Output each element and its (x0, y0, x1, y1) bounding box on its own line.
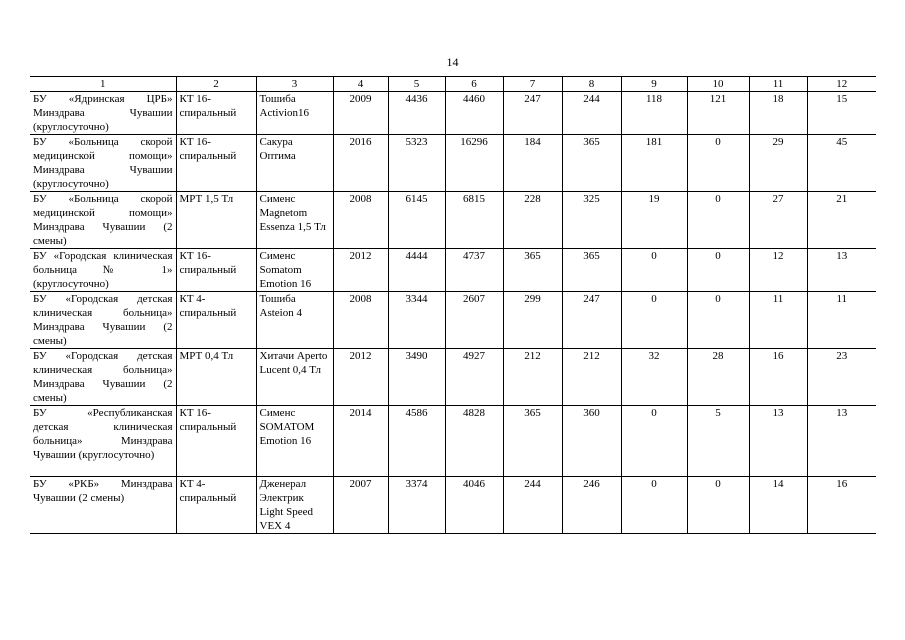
model-cell: Сименс Somatom Emotion 16 (256, 249, 333, 292)
model-cell: Сименс SOMATOM Emotion 16 (256, 406, 333, 477)
equipment-type-cell: КТ 16-спиральный (176, 92, 256, 135)
header-row (30, 77, 876, 92)
value-cell: 2007 (333, 477, 388, 534)
value-cell: 2008 (333, 192, 388, 249)
value-cell: 12 (749, 249, 807, 292)
value-cell: 28 (687, 349, 749, 406)
model-cell: Сименс Magnetom Essenza 1,5 Тл (256, 192, 333, 249)
column-header: 8 (562, 77, 621, 92)
table-row (30, 249, 876, 292)
value-cell: 247 (562, 292, 621, 349)
value-cell: 5323 (388, 135, 445, 192)
page-number: 14 (446, 55, 459, 69)
value-cell: 13 (807, 406, 876, 477)
value-cell: 4046 (445, 477, 503, 534)
value-cell: 16296 (445, 135, 503, 192)
value-cell: 212 (503, 349, 562, 406)
column-header: 10 (687, 77, 749, 92)
value-cell: 16 (749, 349, 807, 406)
column-header: 9 (621, 77, 687, 92)
value-cell: 181 (621, 135, 687, 192)
table-row (30, 349, 876, 406)
column-header: 5 (388, 77, 445, 92)
model-cell: Тошиба Activion16 (256, 92, 333, 135)
equipment-type-cell: КТ 16-спиральный (176, 406, 256, 477)
value-cell: 0 (687, 249, 749, 292)
equipment-type-cell: КТ 16-спиральный (176, 249, 256, 292)
value-cell: 244 (562, 92, 621, 135)
model-cell: Хитачи Aperto Lucent 0,4 Тл (256, 349, 333, 406)
value-cell: 2009 (333, 92, 388, 135)
value-cell: 0 (621, 292, 687, 349)
value-cell: 23 (807, 349, 876, 406)
value-cell: 325 (562, 192, 621, 249)
value-cell: 29 (749, 135, 807, 192)
value-cell: 365 (562, 249, 621, 292)
value-cell: 247 (503, 92, 562, 135)
table-row (30, 192, 876, 249)
value-cell: 6815 (445, 192, 503, 249)
column-header: 6 (445, 77, 503, 92)
value-cell: 15 (807, 92, 876, 135)
equipment-type-cell: МРТ 0,4 Тл (176, 349, 256, 406)
value-cell: 45 (807, 135, 876, 192)
value-cell: 5 (687, 406, 749, 477)
value-cell: 121 (687, 92, 749, 135)
model-cell: Тошиба Asteion 4 (256, 292, 333, 349)
table-row (30, 477, 876, 534)
value-cell: 360 (562, 406, 621, 477)
value-cell: 13 (807, 249, 876, 292)
value-cell: 365 (503, 249, 562, 292)
value-cell: 18 (749, 92, 807, 135)
value-cell: 244 (503, 477, 562, 534)
organization-cell: БУ «РКБ» Минздрава Чувашии (2 смены) (30, 477, 176, 534)
value-cell: 0 (687, 192, 749, 249)
model-cell: Дженерал Электрик Light Speed VEX 4 (256, 477, 333, 534)
value-cell: 2016 (333, 135, 388, 192)
table-row (30, 292, 876, 349)
organization-cell: БУ «Республиканская детская клиническая больница» Минздрава Чувашии (круглосуточно) (30, 406, 176, 477)
value-cell: 14 (749, 477, 807, 534)
value-cell: 228 (503, 192, 562, 249)
column-header: 1 (30, 77, 176, 92)
column-header: 12 (807, 77, 876, 92)
organization-cell: БУ «Больница скорой медицинской помощи» Минздрава Чувашии (2 смены) (30, 192, 176, 249)
value-cell: 21 (807, 192, 876, 249)
value-cell: 2008 (333, 292, 388, 349)
value-cell: 6145 (388, 192, 445, 249)
value-cell: 184 (503, 135, 562, 192)
value-cell: 16 (807, 477, 876, 534)
equipment-type-cell: КТ 4-спиральный (176, 477, 256, 534)
value-cell: 4460 (445, 92, 503, 135)
organization-cell: БУ «Городская детская клиническая больница» Минздрава Чувашии (2 смены) (30, 349, 176, 406)
value-cell: 32 (621, 349, 687, 406)
organization-cell: БУ «Ядринская ЦРБ» Минздрава Чувашии (круглосуточно) (30, 92, 176, 135)
value-cell: 0 (621, 477, 687, 534)
value-cell: 11 (749, 292, 807, 349)
value-cell: 212 (562, 349, 621, 406)
organization-cell: БУ «Городская детская клиническая больница» Минздрава Чувашии (2 смены) (30, 292, 176, 349)
value-cell: 4436 (388, 92, 445, 135)
table-row (30, 406, 876, 477)
value-cell: 2014 (333, 406, 388, 477)
equipment-table (30, 76, 876, 534)
value-cell: 0 (687, 477, 749, 534)
column-header: 7 (503, 77, 562, 92)
model-cell: Сакура Оптима (256, 135, 333, 192)
value-cell: 27 (749, 192, 807, 249)
value-cell: 4737 (445, 249, 503, 292)
value-cell: 2607 (445, 292, 503, 349)
value-cell: 19 (621, 192, 687, 249)
column-header: 3 (256, 77, 333, 92)
value-cell: 246 (562, 477, 621, 534)
organization-cell: БУ «Больница скорой медицинской помощи» Минздрава Чувашии (круглосуточно) (30, 135, 176, 192)
value-cell: 13 (749, 406, 807, 477)
value-cell: 0 (687, 135, 749, 192)
value-cell: 299 (503, 292, 562, 349)
column-header: 11 (749, 77, 807, 92)
value-cell: 4586 (388, 406, 445, 477)
equipment-type-cell: КТ 4-спиральный (176, 292, 256, 349)
value-cell: 0 (687, 292, 749, 349)
value-cell: 0 (621, 249, 687, 292)
value-cell: 4927 (445, 349, 503, 406)
value-cell: 118 (621, 92, 687, 135)
value-cell: 365 (562, 135, 621, 192)
equipment-type-cell: КТ 16-спиральный (176, 135, 256, 192)
value-cell: 0 (621, 406, 687, 477)
value-cell: 2012 (333, 249, 388, 292)
value-cell: 3490 (388, 349, 445, 406)
value-cell: 365 (503, 406, 562, 477)
value-cell: 4444 (388, 249, 445, 292)
equipment-type-cell: МРТ 1,5 Тл (176, 192, 256, 249)
value-cell: 2012 (333, 349, 388, 406)
column-header: 4 (333, 77, 388, 92)
table-row (30, 135, 876, 192)
value-cell: 3344 (388, 292, 445, 349)
value-cell: 3374 (388, 477, 445, 534)
value-cell: 11 (807, 292, 876, 349)
column-header: 2 (176, 77, 256, 92)
value-cell: 4828 (445, 406, 503, 477)
table-row (30, 92, 876, 135)
organization-cell: БУ «Городская клиническая больница № 1» (круглосуточно) (30, 249, 176, 292)
